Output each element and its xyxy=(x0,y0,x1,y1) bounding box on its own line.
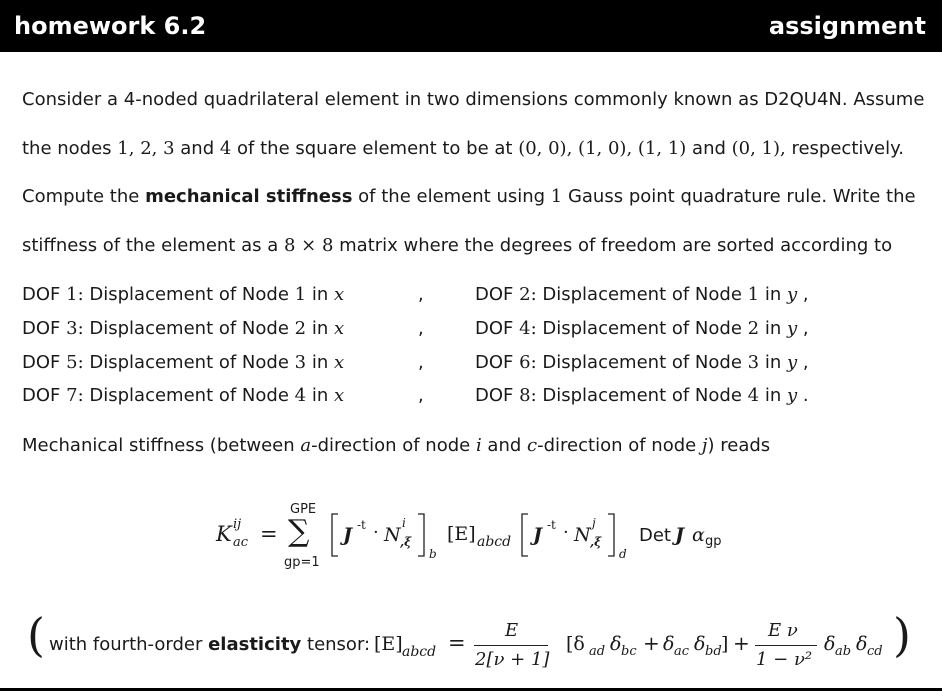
right-bracket-2 xyxy=(606,512,616,558)
fraction2-numerator: E ν xyxy=(768,620,798,641)
sum-symbol: ∑ xyxy=(288,514,310,549)
delta-bd: δ xyxy=(694,633,706,655)
assignment-tag: assignment xyxy=(768,12,926,40)
paren-open: ( xyxy=(27,608,45,662)
fraction1-numerator: E xyxy=(505,620,519,641)
left-bracket-1 xyxy=(330,512,340,558)
formula-N1-sub: ,ξ xyxy=(400,535,412,549)
dof-5-separator: , xyxy=(418,352,424,373)
formula-K-sub: ac xyxy=(233,535,249,550)
delta-ad-sub: ad xyxy=(589,644,606,659)
formula-detJ: J xyxy=(675,524,684,546)
dof-2: DOF 2: Displacement of Node 1 in y , xyxy=(475,284,809,305)
formula-N1: N xyxy=(384,524,401,546)
formula-J1-sup: -t xyxy=(357,518,366,532)
fraction1-denominator: 2[ν + 1] xyxy=(475,649,550,670)
right-bracket-1 xyxy=(416,512,426,558)
formula-alpha: α xyxy=(692,524,705,546)
intro-line-1: Consider a 4-noded quadrilateral element in two dimensions commonly known as D2QU4N. Assume xyxy=(22,89,925,110)
homework-title: homework 6.2 xyxy=(14,12,207,40)
delta-plus: + xyxy=(643,631,660,655)
formula-sub-d: d xyxy=(619,547,627,561)
header-bar xyxy=(0,0,942,52)
delta-ab: δ xyxy=(824,633,836,655)
dof-3: DOF 3: Displacement of Node 2 in x xyxy=(22,318,345,339)
formula-J2-sup: -t xyxy=(547,518,556,532)
elasticity-lead-text: with fourth-order elasticity tensor: xyxy=(49,634,371,655)
formula-N2-sub: ,ξ xyxy=(590,535,602,549)
delta-ab-sub: ab xyxy=(835,644,852,659)
formula-dot1: · xyxy=(373,522,379,543)
formula-alpha-sub: gp xyxy=(705,534,722,549)
delta-ac-sub: ac xyxy=(674,644,690,659)
formula-J1: J xyxy=(343,524,352,546)
delta-bd-sub: bd xyxy=(705,644,722,659)
intro-line-3: Compute the mechanical stiffness of the element using 1 Gauss point quadrature rule. Write the xyxy=(22,186,916,207)
formula-N1-sup: i xyxy=(402,516,406,530)
formula-E-tensor: [E] xyxy=(447,523,476,545)
fraction2-bar xyxy=(755,645,817,646)
formula-N2: N xyxy=(574,524,591,546)
delta-bracket-close: ] xyxy=(721,633,729,655)
fraction1-bar xyxy=(474,645,548,646)
elasticity-equals: = xyxy=(448,631,466,655)
intro-line-4: stiffness of the element as a 8 × 8 matrix where the degrees of freedom are sorted according to xyxy=(22,235,893,256)
delta-bc: δ xyxy=(610,633,622,655)
formula-det: Det xyxy=(639,525,671,546)
dof-1-separator: , xyxy=(418,284,424,305)
elasticity-E-sub: abcd xyxy=(402,644,437,660)
formula-K-sup: ij xyxy=(233,517,242,532)
stiffness-sentence: Mechanical stiffness (between a-direction of node i and c-direction of node j) reads xyxy=(22,435,771,456)
sum-upper-limit: GPE xyxy=(290,502,317,517)
sum-lower-limit: gp=1 xyxy=(284,555,320,570)
dof-3-separator: , xyxy=(418,318,424,339)
delta-cd-sub: cd xyxy=(867,644,883,659)
formula-sub-b: b xyxy=(429,547,437,561)
dof-6: DOF 6: Displacement of Node 3 in y , xyxy=(475,352,809,373)
paren-close: ) xyxy=(893,608,911,662)
dof-7-separator: , xyxy=(418,385,424,406)
dof-7: DOF 7: Displacement of Node 4 in x xyxy=(22,385,345,406)
delta-ac: δ xyxy=(663,633,675,655)
formula-N2-sup: j xyxy=(592,516,596,530)
fraction2-denominator: 1 − ν² xyxy=(756,649,813,670)
elasticity-bold: elasticity xyxy=(208,634,302,655)
formula-E-sub: abcd xyxy=(477,534,512,550)
dof-1: DOF 1: Displacement of Node 1 in x xyxy=(22,284,345,305)
mechanical-stiffness-bold: mechanical stiffness xyxy=(145,186,353,207)
dof-4: DOF 4: Displacement of Node 2 in y , xyxy=(475,318,809,339)
delta-bc-sub: bc xyxy=(621,644,637,659)
elasticity-plus: + xyxy=(733,631,750,655)
formula-dot2: · xyxy=(563,522,569,543)
dof-8: DOF 8: Displacement of Node 4 in y . xyxy=(475,385,809,406)
delta-cd: δ xyxy=(856,633,868,655)
delta-bracket-open: [δ xyxy=(566,633,585,655)
elasticity-E: [E] xyxy=(374,633,403,655)
formula-equals: = xyxy=(260,522,278,546)
formula-J2: J xyxy=(533,524,542,546)
dof-5: DOF 5: Displacement of Node 3 in x xyxy=(22,352,345,373)
formula-K: K xyxy=(216,522,232,546)
intro-line-2: the nodes 1, 2, 3 and 4 of the square element to be at (0, 0), (1, 0), (1, 1) and (0, 1), respectively. xyxy=(22,138,904,159)
left-bracket-2 xyxy=(520,512,530,558)
